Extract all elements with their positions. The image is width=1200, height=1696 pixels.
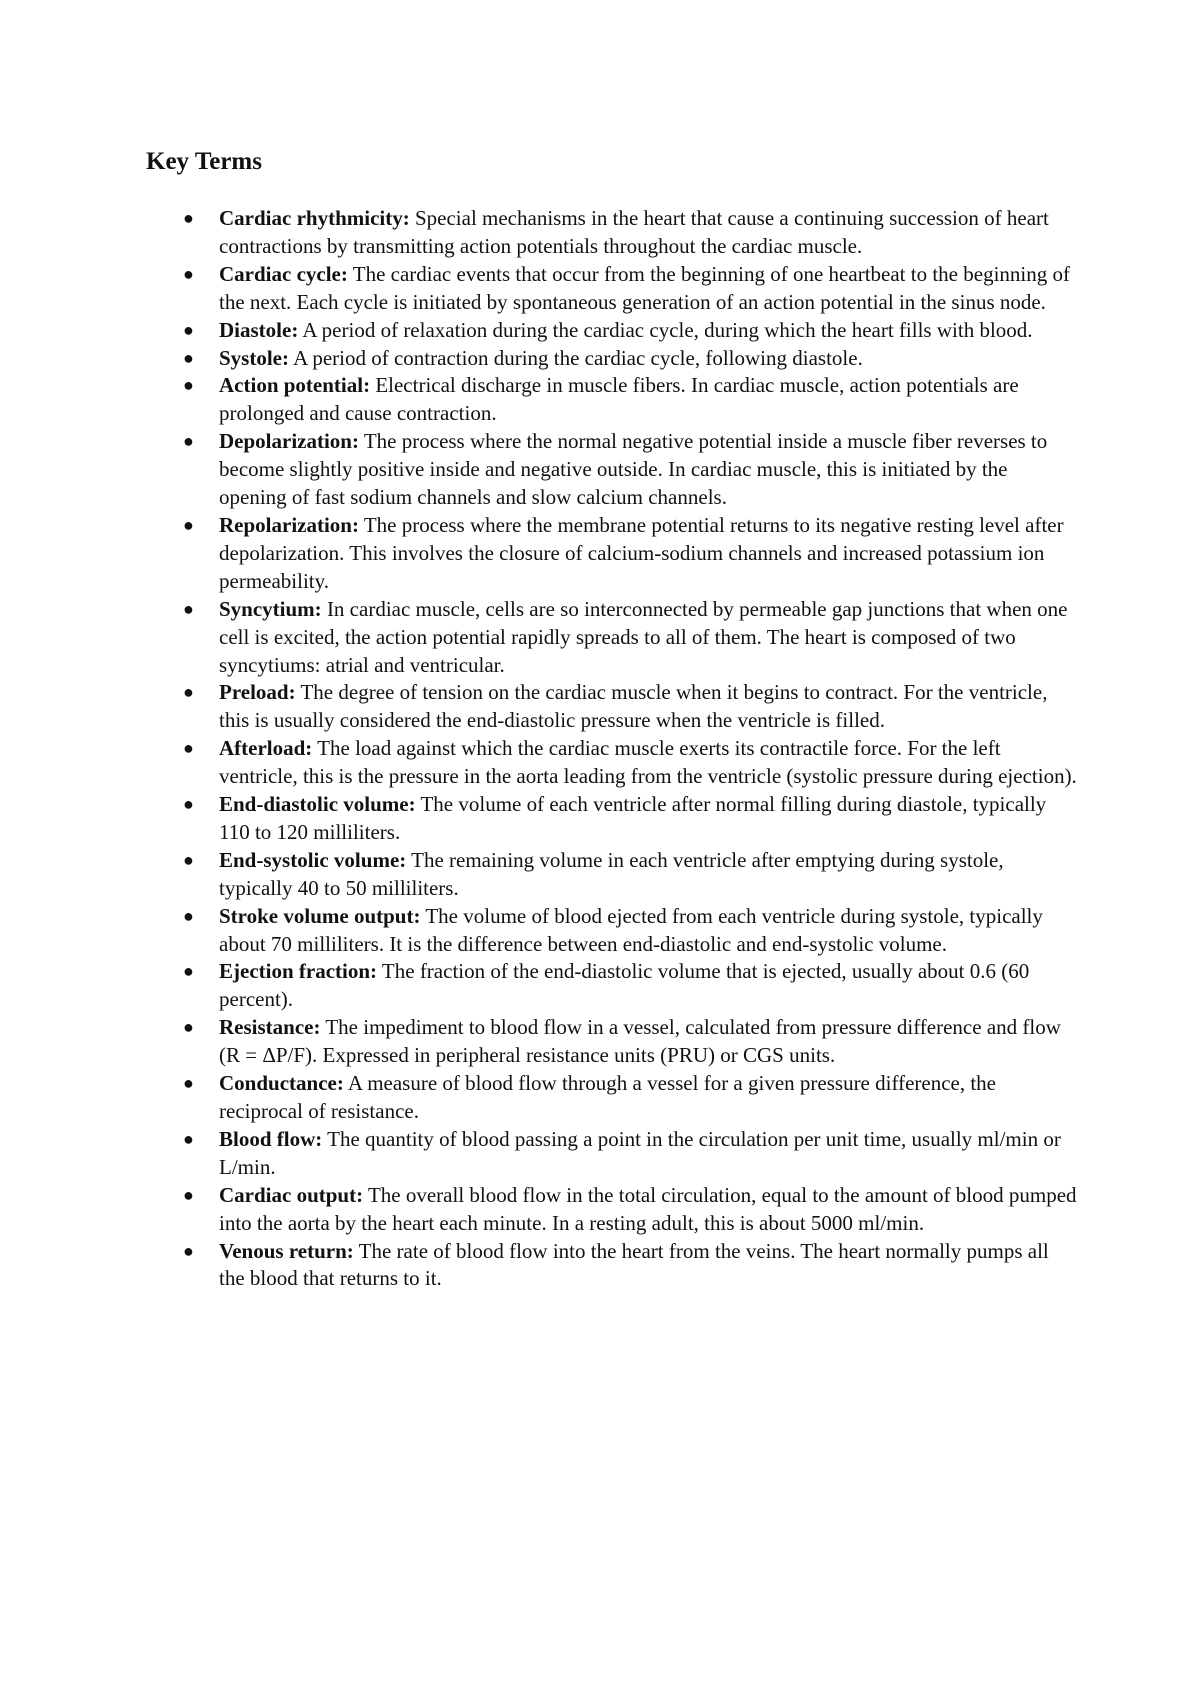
term-name: Action potential: xyxy=(219,373,371,398)
list-item xyxy=(183,735,1079,791)
list-item xyxy=(183,903,1079,959)
term-definition: The remaining volume in each ventricle after emptying during systole, typically 40 to 50 milliliters. xyxy=(219,847,1004,900)
list-item xyxy=(183,1126,1079,1182)
term-name: Diastole: xyxy=(219,317,299,342)
term-name: Resistance: xyxy=(219,1015,321,1040)
list-item xyxy=(183,372,1079,428)
term-definition: The rate of blood flow into the heart from the veins. The heart normally pumps all the blood that returns to it. xyxy=(219,1238,1049,1291)
list-item xyxy=(183,1182,1079,1238)
list-item xyxy=(183,596,1079,680)
term-definition: A measure of blood flow through a vessel for a given pressure difference, the reciprocal of resistance. xyxy=(219,1071,997,1123)
bullet-icon: ● xyxy=(183,598,194,619)
bullet-icon: ● xyxy=(183,1184,194,1205)
term-name: Cardiac output: xyxy=(219,1182,364,1207)
term-definition: A period of relaxation during the cardiac cycle, during which the heart fills with blood. xyxy=(298,317,1033,342)
term-definition: In cardiac muscle, cells are so interconnected by permeable gap junctions that when one cell is excited, the action potential rapidly spreads to all of them. The heart is composed of two syncytiums: atrial and ventricular. xyxy=(219,596,1068,677)
list-item xyxy=(183,679,1079,735)
list-item xyxy=(183,205,1079,261)
bullet-icon: ● xyxy=(183,682,194,703)
term-name: End-systolic volume: xyxy=(219,847,407,872)
term-name: Cardiac cycle: xyxy=(219,261,348,286)
term-definition: The overall blood flow in the total circulation, equal to the amount of blood pumped into the aorta by the heart each minute. In a resting adult, this is about 5000 ml/min. xyxy=(219,1182,1077,1235)
term-name: Depolarization: xyxy=(219,429,359,454)
bullet-icon: ● xyxy=(183,375,194,396)
term-definition: The volume of blood ejected from each ventricle during systole, typically about 70 milliliters. It is the difference between end-diastolic and end-systolic volume. xyxy=(219,903,1043,956)
bullet-icon: ● xyxy=(183,794,194,815)
bullet-icon: ● xyxy=(183,208,194,228)
term-name: Syncytium: xyxy=(219,596,322,621)
list-item xyxy=(183,1014,1079,1070)
list-item xyxy=(183,1070,1079,1126)
term-definition: The process where the normal negative potential inside a muscle fiber reverses to become slightly positive inside and negative outside. In cardiac muscle, this is initiated by the opening of fast sodium channels and slow calcium channels. xyxy=(219,429,1048,510)
key-terms-list xyxy=(183,205,1079,1293)
bullet-icon: ● xyxy=(183,514,194,535)
bullet-icon: ● xyxy=(183,738,194,759)
list-item xyxy=(183,847,1079,903)
term-definition: Electrical discharge in muscle fibers. In cardiac muscle, action potentials are prolonged and cause contraction. xyxy=(219,373,1019,426)
term-name: Blood flow: xyxy=(219,1126,323,1151)
term-name: Systole: xyxy=(219,345,289,370)
term-name: Cardiac rhythmicity: xyxy=(219,206,410,230)
bullet-icon: ● xyxy=(183,961,194,982)
list-item xyxy=(183,791,1079,847)
bullet-icon: ● xyxy=(183,1017,194,1038)
bullet-icon: ● xyxy=(183,1128,194,1149)
term-definition: The process where the membrane potential returns to its negative resting level after depolarization. This involves the closure of calcium-sodium channels and increased potassium ion permeability. xyxy=(219,512,1064,593)
list-item xyxy=(183,261,1079,317)
term-definition: The load against which the cardiac muscle exerts its contractile force. For the left ventricle, this is the pressure in the aorta leading from the ventricle (systolic pressure during ejection). xyxy=(219,736,1077,789)
bullet-icon: ● xyxy=(183,905,194,926)
term-definition: The volume of each ventricle after normal filling during diastole, typically 110 to 120 milliliters. xyxy=(219,792,1047,844)
list-item xyxy=(183,428,1079,512)
term-definition: The quantity of blood passing a point in the circulation per unit time, usually ml/min or L/min. xyxy=(219,1126,1061,1179)
term-definition: Special mechanisms in the heart that cause a continuing succession of heart contractions by transmitting action potentials throughout the cardiac muscle. xyxy=(219,206,1049,258)
term-name: Venous return: xyxy=(219,1238,354,1263)
bullet-icon: ● xyxy=(183,1240,194,1261)
bullet-icon: ● xyxy=(183,347,194,368)
term-name: Stroke volume output: xyxy=(219,903,421,928)
bullet-icon: ● xyxy=(183,431,194,452)
list-item xyxy=(183,345,1079,373)
term-definition: The cardiac events that occur from the beginning of one heartbeat to the beginning of the next. Each cycle is initiated by spontaneous generation of an action potential in the sinus node. xyxy=(219,261,1070,314)
term-name: Repolarization: xyxy=(219,512,359,537)
term-definition: The impediment to blood flow in a vessel, calculated from pressure difference and flow (R = ΔP/F). Expressed in peripheral resistance units (PRU) or CGS units. xyxy=(219,1015,1061,1068)
term-name: Ejection fraction: xyxy=(219,959,378,984)
bullet-icon: ● xyxy=(183,849,194,870)
bullet-icon: ● xyxy=(183,1073,194,1094)
term-name: Afterload: xyxy=(219,736,313,761)
list-item xyxy=(183,317,1079,345)
list-item xyxy=(183,958,1079,1014)
term-definition: The degree of tension on the cardiac muscle when it begins to contract. For the ventricle, this is usually considered the end-diastolic pressure when the ventricle is filled. xyxy=(219,680,1048,733)
term-name: Conductance: xyxy=(219,1071,344,1096)
list-item xyxy=(183,512,1079,596)
bullet-icon: ● xyxy=(183,319,194,340)
term-name: End-diastolic volume: xyxy=(219,792,416,817)
bullet-icon: ● xyxy=(183,263,194,284)
list-item xyxy=(183,1238,1079,1294)
term-definition: A period of contraction during the cardiac cycle, following diastole. xyxy=(289,345,863,370)
term-name: Preload: xyxy=(219,680,296,705)
term-definition: The fraction of the end-diastolic volume that is ejected, usually about 0.6 (60 percent). xyxy=(219,959,1030,1012)
page-heading: Key Terms xyxy=(146,148,262,175)
